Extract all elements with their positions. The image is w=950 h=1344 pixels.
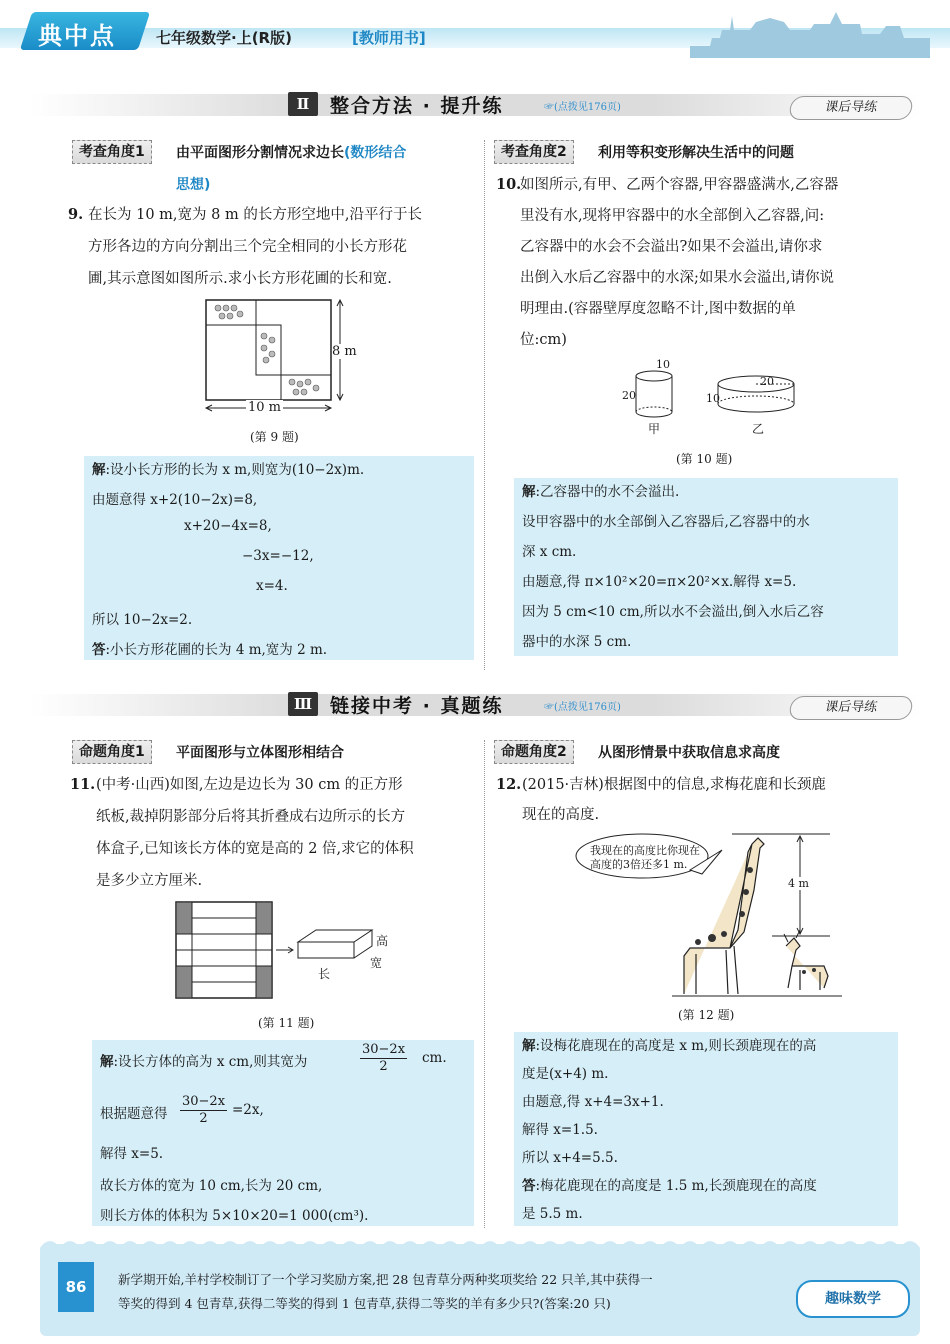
q9-line-3: 圃,其示意图如图所示.求小长方形花圃的长和宽. xyxy=(88,271,392,287)
book-subtitle: [教师用书] xyxy=(352,29,426,47)
q12-angle-label: 命题角度2 xyxy=(494,740,574,764)
q11-fraction-2 xyxy=(180,1094,227,1127)
q12-answer-line-5: 所以 x+4=5.5. xyxy=(522,1150,618,1166)
q10-jia-label: 甲 xyxy=(648,422,661,436)
q9-angle-title-text: 由平面图形分割情况求边长 xyxy=(176,145,344,161)
column-divider xyxy=(484,140,485,670)
q12-distance-label: 4 m xyxy=(788,877,809,890)
logo-text: 典中点 xyxy=(38,22,116,50)
q11-frac-den-2: 2 xyxy=(199,1111,208,1126)
q11-frac-num-1: 30−2x xyxy=(362,1042,406,1057)
skyline-decoration xyxy=(690,8,930,58)
deer-icon xyxy=(784,930,828,990)
q9-width-label: 10 m xyxy=(248,400,282,415)
q11-chang: 长 xyxy=(318,967,331,981)
q9-answer-line-3: x+20−4x=8, xyxy=(184,518,272,534)
section-2-bar xyxy=(30,90,920,118)
q10-answer-line-5: 因为 5 cm<10 cm,所以水不会溢出,倒入水后乙容 xyxy=(522,604,824,620)
q9-answer-line-7 xyxy=(92,638,327,658)
q10-caption: (第 10 题) xyxy=(676,452,733,466)
q9-answer-box xyxy=(84,456,474,660)
q10-line-2: 里没有水,现将甲容器中的水全部倒入乙容器,问: xyxy=(520,208,825,224)
q12-caption: (第 12 题) xyxy=(678,1008,735,1022)
q11-line-2: 纸板,裁掉阴影部分后将其折叠成右边所示的长方 xyxy=(96,809,406,825)
q10-number: 10. xyxy=(496,176,522,193)
q9-answer-line-5: x=4. xyxy=(256,578,288,594)
q9-answer-line-4: −3x=−12, xyxy=(242,548,314,564)
q11-line-3: 体盒子,已知该长方体的宽是高的 2 倍,求它的体积 xyxy=(96,841,414,857)
q10-angle-title: 利用等积变形解决生活中的问题 xyxy=(598,145,794,161)
q10-answer-line-1 xyxy=(522,480,679,500)
q10-jia-side: 20 xyxy=(622,389,636,402)
q11-number: 11. xyxy=(70,776,96,793)
q11-answer-line-2: 根据题意得 xyxy=(100,1106,168,1122)
q12-answer-jie: 解 xyxy=(522,1038,536,1054)
q11-answer-line-4: 故长方体的宽为 10 cm,长为 20 cm, xyxy=(100,1178,323,1194)
q9-answer-line-1 xyxy=(92,458,364,478)
q10-answer-box xyxy=(514,478,898,656)
q11-answer-jie: 解 xyxy=(100,1054,114,1070)
section-2-tag: 课后导练 xyxy=(788,96,914,120)
q9-height-label: 8 m xyxy=(332,344,357,359)
q9-answer-text-1: :设小长方形的长为 x m,则宽为(10−2x)m. xyxy=(105,462,365,478)
section-3-bar xyxy=(30,690,920,718)
q10-answer-line-4: 由题意,得 π×10²×20=π×20²×x.解得 x=5. xyxy=(522,574,797,590)
q11-answer-text-1: :设长方体的高为 x cm,则其宽为 xyxy=(113,1054,308,1070)
q11-answer-line-3: 解得 x=5. xyxy=(100,1146,164,1162)
q10-yi-label: 乙 xyxy=(752,422,765,436)
section-3-roman: Ⅲ xyxy=(288,692,318,716)
page-number: 86 xyxy=(58,1262,94,1312)
q12-answer-text-1: :设梅花鹿现在的高度是 x m,则长颈鹿现在的高 xyxy=(535,1038,817,1054)
q9-line-1: 在长为 10 m,宽为 8 m 的长方形空地中,沿平行于长 xyxy=(88,207,422,223)
section-3-tag: 课后导练 xyxy=(788,696,914,720)
q11-fraction-1 xyxy=(360,1042,407,1075)
footer-line-2: 等奖的得到 4 包青草,获得二等奖的得到 1 包青草,获得二等奖的羊有多少只?(答案:20 只) xyxy=(118,1296,611,1311)
q9-caption: (第 9 题) xyxy=(250,430,299,444)
q12-answer-line-4: 解得 x=1.5. xyxy=(522,1122,598,1138)
q12-answer-line-1 xyxy=(522,1034,816,1054)
q12-line-1: (2015·吉林)根据图中的信息,求梅花鹿和长颈鹿 xyxy=(522,777,826,793)
q12-answer-line-3: 由题意,得 x+4=3x+1. xyxy=(522,1094,664,1110)
section-2-ref: ☞(点拨见176页) xyxy=(544,102,621,113)
q12-line-2: 现在的高度. xyxy=(522,807,600,823)
q9-angle-title-blue-2: 思想) xyxy=(176,177,211,193)
q12-answer-line-2: 度是(x+4) m. xyxy=(522,1066,609,1082)
q11-caption: (第 11 题) xyxy=(258,1016,315,1030)
q11-gao: 高 xyxy=(376,934,389,948)
q10-answer-line-2: 设甲容器中的水全部倒入乙容器后,乙容器中的水 xyxy=(522,514,810,530)
q11-figure xyxy=(172,898,402,1008)
q9-answer-line-6: 所以 10−2x=2. xyxy=(92,612,193,628)
q10-answer-line-6: 器中的水深 5 cm. xyxy=(522,634,632,650)
q12-answer-line-7: 是 5.5 m. xyxy=(522,1206,583,1222)
q9-angle-label: 考查角度1 xyxy=(72,140,152,164)
q11-answer-line-1 xyxy=(100,1050,307,1070)
section-2-title: 整合方法 · 提升练 xyxy=(330,95,504,117)
q11-answer-unit: cm. xyxy=(422,1050,447,1066)
fun-math-badge: 趣味数学 xyxy=(796,1280,910,1318)
q11-angle-label: 命题角度1 xyxy=(72,740,152,764)
q9-answer-da: 答 xyxy=(92,642,106,658)
q10-line-5: 明理由.(容器壁厚度忽略不计,图中数据的单 xyxy=(520,301,796,317)
section-3-title: 链接中考 · 真题练 xyxy=(330,695,504,717)
q12-answer-da: 答 xyxy=(522,1178,536,1194)
section-3-ref: ☞(点拨见176页) xyxy=(544,702,621,713)
q11-angle-title: 平面图形与立体图形相结合 xyxy=(176,745,344,761)
q9-answer-jie: 解 xyxy=(92,462,106,478)
q10-answer-line-3: 深 x cm. xyxy=(522,544,577,560)
q9-number: 9. xyxy=(68,206,84,223)
q10-line-6: 位:cm) xyxy=(520,332,567,348)
q12-answer-box xyxy=(514,1032,898,1226)
q10-jia-top: 10 xyxy=(656,358,670,371)
q12-answer-line-6 xyxy=(522,1174,817,1194)
book-title: 七年级数学·上(R版) xyxy=(156,29,292,47)
q9-angle-title xyxy=(176,142,406,162)
q11-answer-eq: =2x, xyxy=(232,1102,264,1118)
q11-answer-line-5: 则长方体的体积为 5×10×20=1 000(cm³). xyxy=(100,1208,369,1224)
q10-answer-text-1: :乙容器中的水不会溢出. xyxy=(535,484,680,500)
column-divider-2 xyxy=(484,740,485,1228)
q12-number: 12. xyxy=(496,776,522,793)
q9-angle-title-blue: (数形结合 xyxy=(344,145,407,161)
q11-kuan: 宽 xyxy=(370,956,383,970)
q9-answer-text-7: :小长方形花圃的长为 4 m,宽为 2 m. xyxy=(105,642,328,658)
q10-answer-jie: 解 xyxy=(522,484,536,500)
q11-answer-box xyxy=(92,1040,474,1226)
q10-line-3: 乙容器中的水会不会溢出?如果不会溢出,请你求 xyxy=(520,239,823,255)
q10-yi-top: 20 xyxy=(760,375,774,388)
q11-line-1: (中考·山西)如图,左边是边长为 30 cm 的正方形 xyxy=(96,777,403,793)
q11-frac-den-1: 2 xyxy=(379,1059,388,1074)
q9-line-2: 方形各边的方向分割出三个完全相同的小长方形花 xyxy=(88,239,407,255)
footer-line-1: 新学期开始,羊村学校制订了一个学习奖励方案,把 28 包青草分两种奖项奖给 22 只羊,其中获得一 xyxy=(118,1272,653,1287)
q10-line-4: 出倒入水后乙容器中的水深;如果水会溢出,请你说 xyxy=(520,270,834,286)
q12-answer-text-6: :梅花鹿现在的高度是 1.5 m,长颈鹿现在的高度 xyxy=(535,1178,817,1194)
q9-answer-line-2: 由题意得 x+2(10−2x)=8, xyxy=(92,492,258,508)
footer-puzzle xyxy=(118,1268,788,1316)
q12-bubble-line-1: 我现在的高度比你现在 xyxy=(590,844,700,857)
q11-frac-num-2: 30−2x xyxy=(182,1094,226,1109)
q10-angle-label: 考查角度2 xyxy=(494,140,574,164)
q10-line-1: 如图所示,有甲、乙两个容器,甲容器盛满水,乙容器 xyxy=(520,177,839,193)
q12-angle-title: 从图形情景中获取信息求高度 xyxy=(598,745,780,761)
q10-yi-side: 10 xyxy=(706,392,720,405)
q12-bubble-line-2: 高度的3倍还多1 m. xyxy=(590,858,688,871)
q11-line-4: 是多少立方厘米. xyxy=(96,873,203,889)
section-2-roman: Ⅱ xyxy=(288,92,318,116)
